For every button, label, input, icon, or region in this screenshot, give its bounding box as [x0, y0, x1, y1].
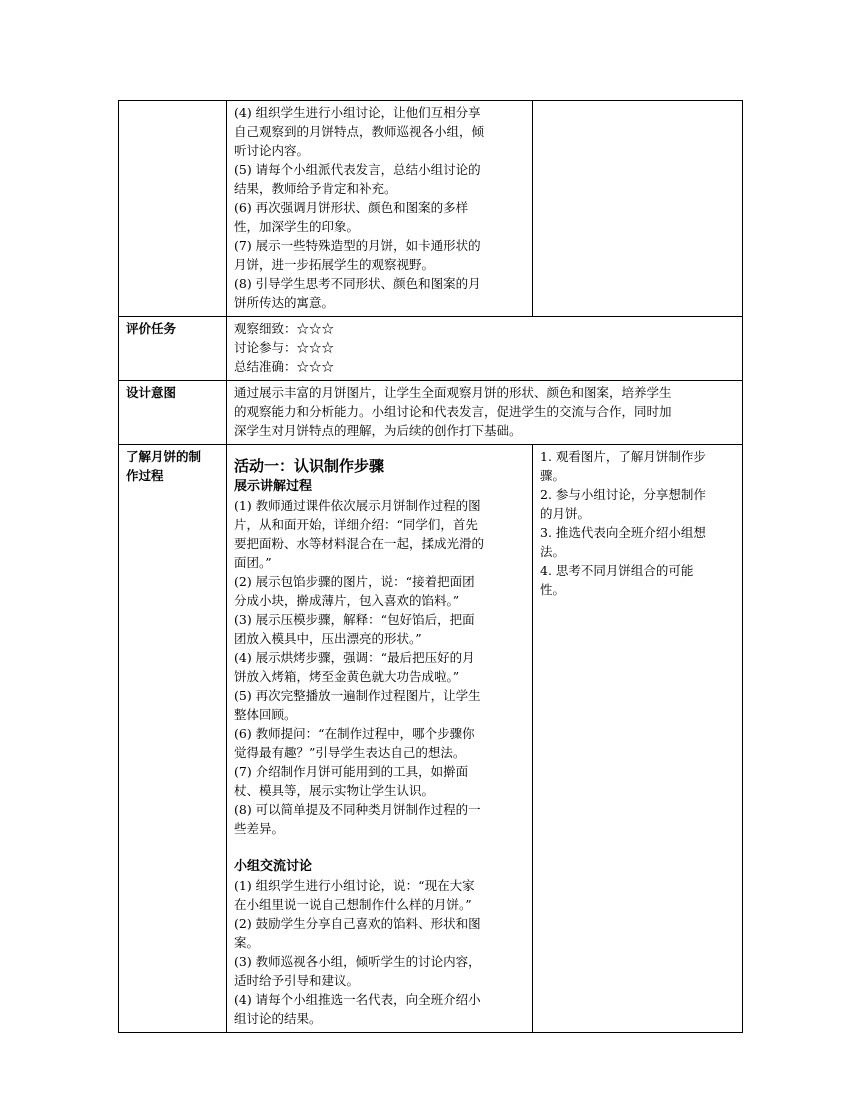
design-intent-cell — [227, 381, 743, 445]
text-line: 组讨论的结果。 — [234, 1011, 322, 1026]
table-row-evaluation — [119, 317, 743, 381]
text-line: 听讨论内容。 — [234, 143, 310, 158]
text-line: (6) 教师提问：“在制作过程中，哪个步骤你 — [234, 726, 475, 741]
spacer — [234, 838, 526, 857]
text-line: 法。 — [540, 544, 566, 559]
text-line: 性。 — [540, 582, 566, 597]
teacher-activity-cell — [227, 101, 533, 317]
text-line: (7) 展示一些特殊造型的月饼，如卡通形状的 — [234, 238, 481, 253]
text-line: 1. 观看图片，了解月饼制作步 — [540, 449, 706, 464]
text-line: (1) 教师通过课件依次展示月饼制作过程的图 — [234, 498, 481, 513]
student-activity-cell-empty — [533, 101, 743, 317]
text-line: (3) 教师巡视各小组，倾听学生的讨论内容， — [234, 954, 481, 969]
text-line: 的月饼。 — [540, 506, 591, 521]
row-label-design-intent: 设计意图 — [119, 381, 227, 445]
text-line: 整体回顾。 — [234, 707, 297, 722]
text-line: (4) 展示烘烤步骤，强调：“最后把压好的月 — [234, 650, 475, 665]
text-line: 片，从和面开始，详细介绍：“同学们，首先 — [234, 517, 478, 532]
text-line: 通过展示丰富的月饼图片，让学生全面观察月饼的形状、颜色和图案，培养学生 — [234, 385, 672, 400]
table-row-design-intent — [119, 381, 743, 445]
text-line: 深学生对月饼特点的理解，为后续的创作打下基础。 — [234, 423, 522, 438]
text-line: (8) 可以简单提及不同种类月饼制作过程的一 — [234, 802, 481, 817]
text-line: 面团。” — [234, 555, 272, 570]
evaluation-item: 观察细致：☆☆☆ — [234, 321, 335, 336]
text-line: 适时给予引导和建议。 — [234, 973, 360, 988]
text-line: 骤。 — [540, 468, 566, 483]
text-line: 饼放入烤箱，烤至金黄色就大功告成啦。” — [234, 669, 460, 684]
table-row-making-process — [119, 445, 743, 1033]
text-line: (2) 展示包馅步骤的图片，说：“接着把面团 — [234, 574, 475, 589]
text-line: (5) 再次完整播放一遍制作过程图片，让学生 — [234, 688, 481, 703]
text-line: 分成小块，擀成薄片，包入喜欢的馅料。” — [234, 593, 460, 608]
text-line: 觉得最有趣？”引导学生表达自己的想法。 — [234, 745, 466, 760]
row-label-making-process — [119, 445, 227, 1033]
text-line: (3) 展示压模步骤，解释：“包好馅后，把面 — [234, 612, 475, 627]
text-line: (4) 组织学生进行小组讨论，让他们互相分享 — [234, 105, 481, 120]
table-row-observation-continued — [119, 101, 743, 317]
section-title: 小组交流讨论 — [234, 859, 313, 874]
text-line: 要把面粉、水等材料混合在一起，揉成光滑的 — [234, 536, 485, 551]
text-line: (6) 再次强调月饼形状、颜色和图案的多样 — [234, 200, 469, 215]
text-line: 在小组里说一说自己想制作什么样的月饼。” — [234, 897, 472, 912]
text-line: (2) 鼓励学生分享自己喜欢的馅料、形状和图 — [234, 916, 481, 931]
text-line: (1) 组织学生进行小组讨论，说：“现在大家 — [234, 878, 475, 893]
text-line: 些差异。 — [234, 821, 285, 836]
teacher-activity-cell — [227, 445, 533, 1033]
evaluation-cell — [227, 317, 743, 381]
section-title: 展示讲解过程 — [234, 479, 313, 494]
student-activity-cell — [533, 445, 743, 1033]
text-line: (7) 介绍制作月饼可能用到的工具，如擀面 — [234, 764, 469, 779]
label-line: 作过程 — [126, 468, 164, 483]
activity-title: 活动一：认识制作步骤 — [234, 457, 385, 475]
lesson-plan-table — [118, 100, 743, 1033]
text-line: 3. 推选代表向全班介绍小组想 — [540, 525, 706, 540]
text-line: 性，加深学生的印象。 — [234, 219, 360, 234]
text-line: 饼所传达的寓意。 — [234, 295, 335, 310]
text-line: 4. 思考不同月饼组合的可能 — [540, 563, 694, 578]
text-line: 案。 — [234, 935, 260, 950]
evaluation-item: 总结准确：☆☆☆ — [234, 359, 335, 374]
text-line: 杖、模具等，展示实物让学生认识。 — [234, 783, 435, 798]
text-line: 结果，教师给予肯定和补充。 — [234, 181, 397, 196]
row-label-evaluation: 评价任务 — [119, 317, 227, 381]
label-line: 了解月饼的制 — [126, 449, 202, 464]
text-line: 自己观察到的月饼特点，教师巡视各小组，倾 — [234, 124, 485, 139]
text-line: (8) 引导学生思考不同形状、颜色和图案的月 — [234, 276, 481, 291]
text-line: 2. 参与小组讨论，分享想制作 — [540, 487, 706, 502]
text-line: 的观察能力和分析能力。小组讨论和代表发言，促进学生的交流与合作，同时加 — [234, 404, 672, 419]
text-line: 月饼，进一步拓展学生的观察视野。 — [234, 257, 435, 272]
evaluation-item: 讨论参与：☆☆☆ — [234, 340, 335, 355]
text-line: 团放入模具中，压出漂亮的形状。” — [234, 631, 422, 646]
row-label-cell-empty — [119, 101, 227, 317]
text-line: (5) 请每个小组派代表发言，总结小组讨论的 — [234, 162, 481, 177]
text-line: (4) 请每个小组推选一名代表，向全班介绍小 — [234, 992, 481, 1007]
